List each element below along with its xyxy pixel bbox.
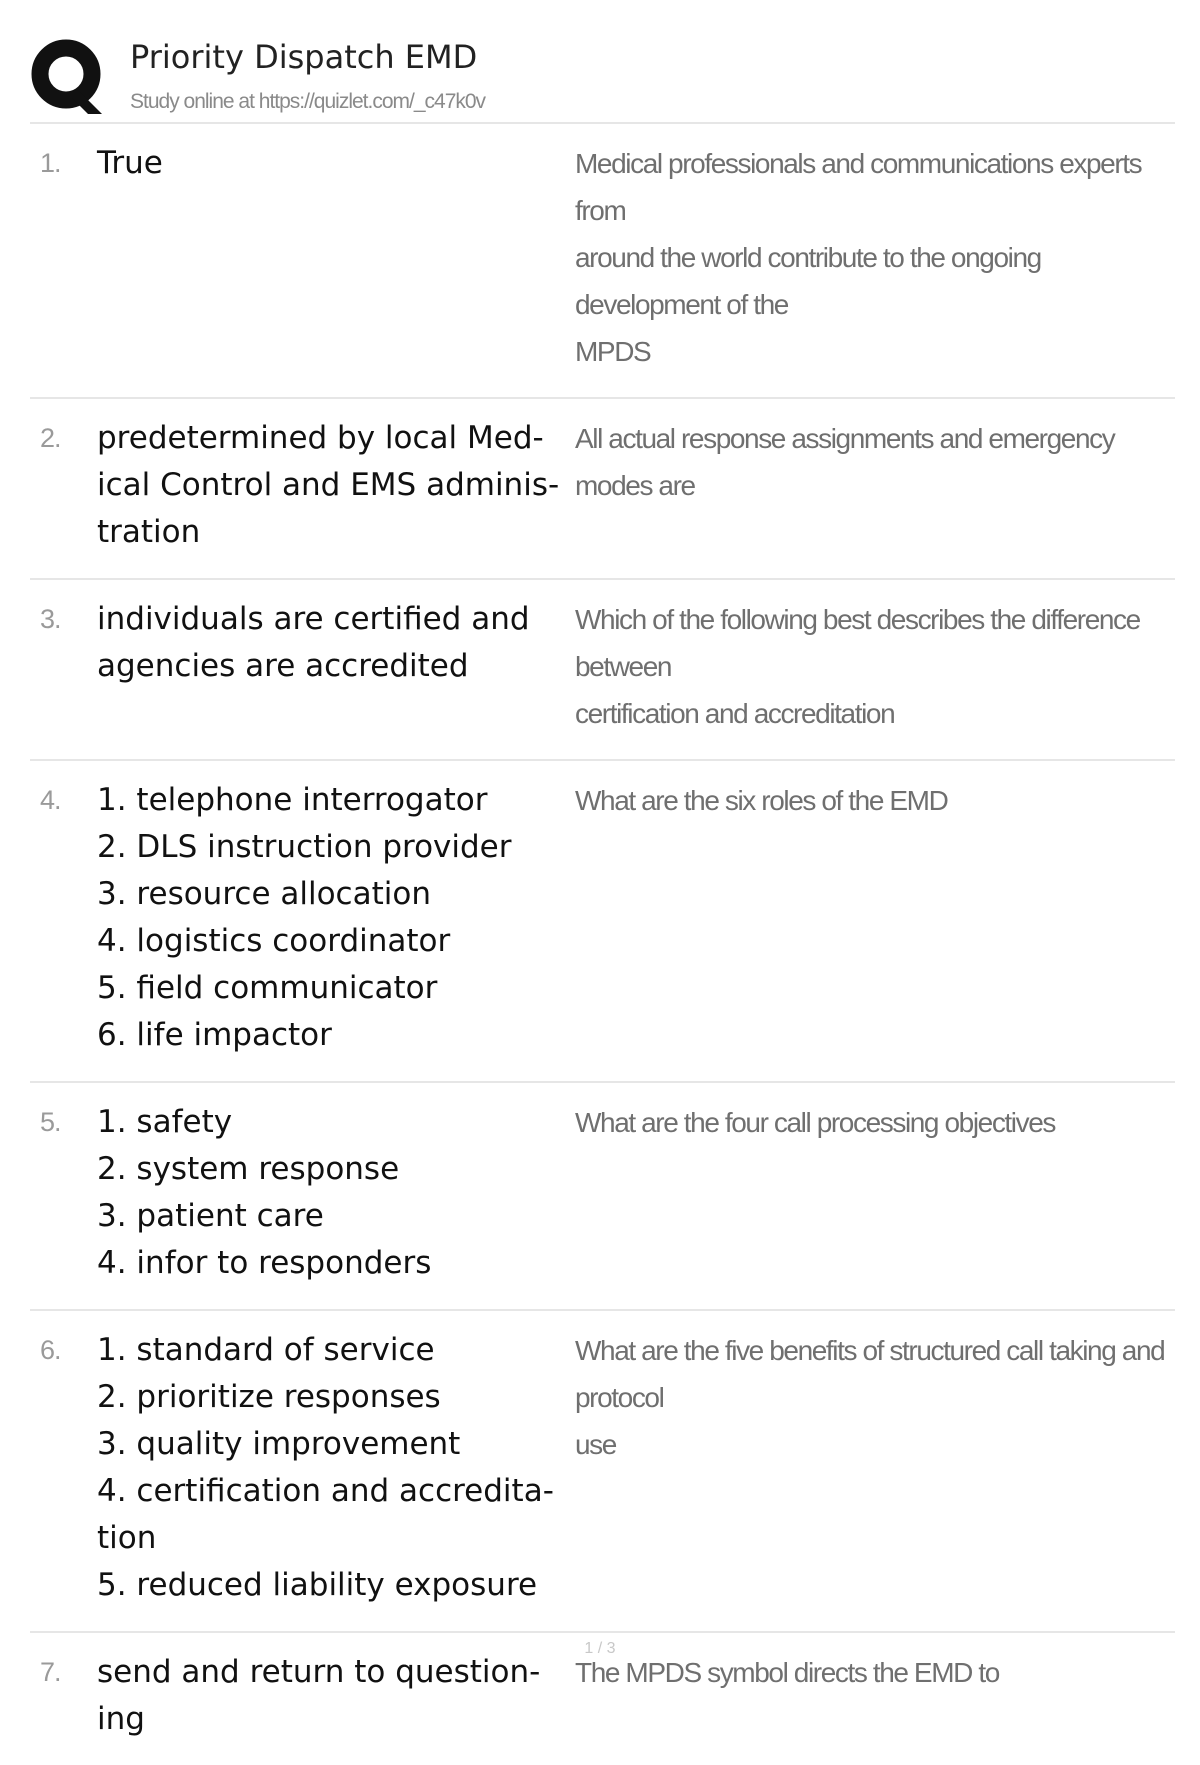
page-header — [30, 30, 1175, 122]
card-definition: What are the five benefits of structured call taking and protocol use — [575, 1335, 1165, 1460]
card-number: 2. — [40, 423, 61, 453]
flashcard-list — [30, 122, 1175, 1765]
card-number: 7. — [40, 1657, 61, 1687]
quizlet-q-logo-icon — [30, 36, 110, 116]
flashcard-row — [30, 761, 1175, 1083]
flashcard-row — [30, 399, 1175, 580]
card-number: 3. — [40, 604, 61, 634]
page-title: Priority Dispatch EMD — [130, 38, 478, 76]
card-definition: What are the four call processing objectives — [575, 1107, 1055, 1138]
card-term: 1. telephone interrogator 2. DLS instruction provider 3. resource allocation 4. logistics coordinator 5. field communicator 6. life impactor — [97, 782, 512, 1053]
card-term: True — [97, 145, 163, 181]
card-definition: Which of the following best describes the difference between certification and accreditation — [575, 604, 1140, 729]
study-link-subtitle: Study online at https://quizlet.com/_c47k0v — [130, 90, 486, 113]
card-number: 5. — [40, 1107, 61, 1137]
flashcard-row — [30, 1083, 1175, 1311]
card-term: individuals are certified and agencies are accredited — [97, 601, 530, 684]
card-number: 1. — [40, 148, 61, 178]
card-definition: The MPDS symbol directs the EMD to — [575, 1657, 999, 1688]
card-term: 1. standard of service 2. prioritize responses 3. quality improvement 4. certification and accredita- tion 5. reduced liability exposure — [97, 1332, 554, 1603]
card-definition: What are the six roles of the EMD — [575, 785, 948, 816]
card-definition: Medical professionals and communications experts from around the world contribute to the ongoing development of the MPDS — [575, 148, 1142, 367]
flashcard-row — [30, 1311, 1175, 1633]
card-definition: All actual response assignments and emergency modes are — [575, 423, 1115, 501]
card-number: 6. — [40, 1335, 61, 1365]
card-term: predetermined by local Med- ical Control and EMS adminis- tration — [97, 420, 560, 550]
flashcard-row — [30, 124, 1175, 399]
flashcard-row — [30, 580, 1175, 761]
card-term: send and return to question- ing — [97, 1654, 541, 1737]
card-term: 1. safety 2. system response 3. patient care 4. infor to responders — [97, 1104, 432, 1281]
page-indicator: 1 / 3 — [584, 1640, 616, 1657]
card-number: 4. — [40, 785, 61, 815]
